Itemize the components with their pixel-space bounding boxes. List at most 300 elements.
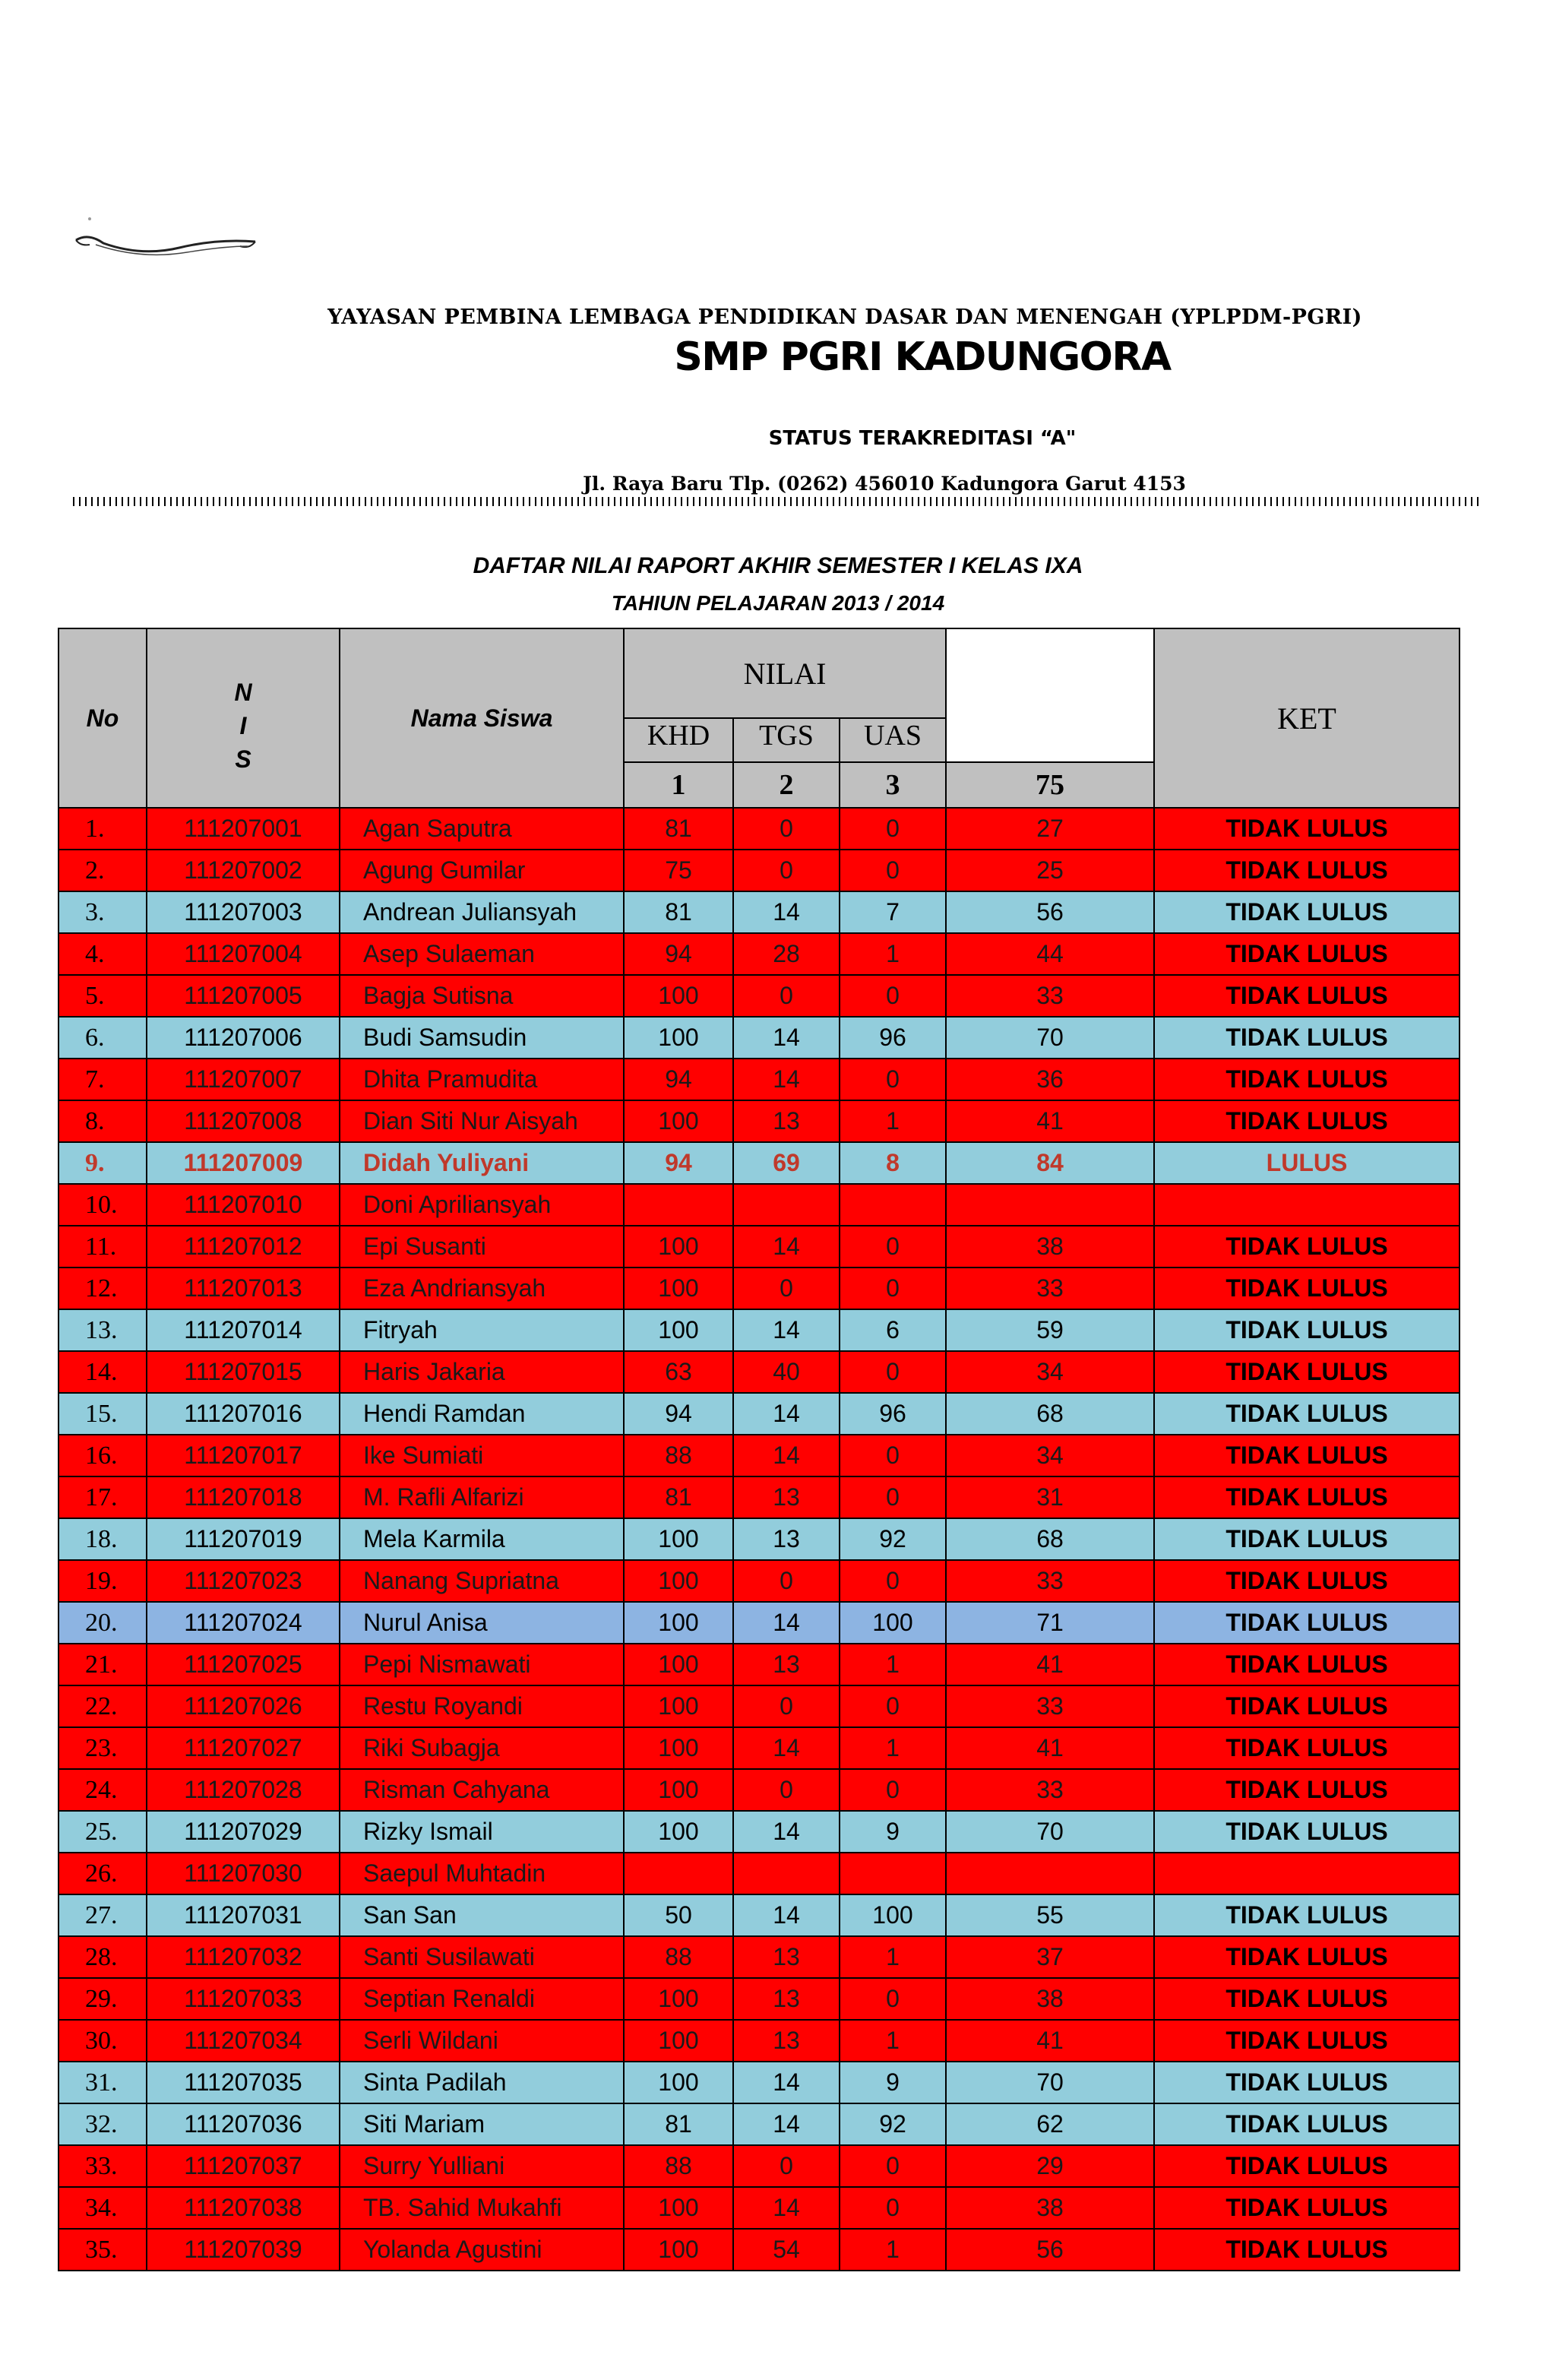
student-nis: 111207009: [147, 1142, 340, 1184]
score-average: 38: [946, 1978, 1154, 2020]
row-number: 7.: [59, 1059, 147, 1100]
score-average: 56: [946, 2229, 1154, 2271]
score-tgs: 14: [733, 1017, 840, 1059]
student-name: Restu Royandi: [340, 1685, 624, 1727]
score-average: 44: [946, 933, 1154, 975]
header-nis: N I S: [147, 628, 340, 808]
score-khd: 81: [624, 1476, 733, 1518]
student-name: Serli Wildani: [340, 2020, 624, 2062]
result-status: TIDAK LULUS: [1154, 1936, 1460, 1978]
table-row: [59, 1769, 1460, 1811]
student-nis: 111207032: [147, 1936, 340, 1978]
row-number: 15.: [59, 1393, 147, 1435]
score-uas: [840, 1184, 946, 1226]
score-uas: 0: [840, 1351, 946, 1393]
student-name: Rizky Ismail: [340, 1811, 624, 1853]
score-average: 38: [946, 1226, 1154, 1268]
school-name: SMP PGRI KADUNGORA: [674, 334, 1171, 380]
student-name: Dian Siti Nur Aisyah: [340, 1100, 624, 1142]
score-average: 27: [946, 808, 1154, 850]
score-average: 62: [946, 2103, 1154, 2145]
score-uas: 9: [840, 2062, 946, 2103]
student-name: Budi Samsudin: [340, 1017, 624, 1059]
score-uas: 0: [840, 1560, 946, 1602]
score-uas: 6: [840, 1309, 946, 1351]
score-khd: [624, 1853, 733, 1894]
student-name: Agan Saputra: [340, 808, 624, 850]
table-row: [59, 1727, 1460, 1769]
student-nis: 111207027: [147, 1727, 340, 1769]
row-number: 18.: [59, 1518, 147, 1560]
score-tgs: 13: [733, 2020, 840, 2062]
score-tgs: 0: [733, 808, 840, 850]
result-status: TIDAK LULUS: [1154, 891, 1460, 933]
grades-table-body: [59, 808, 1460, 2271]
score-khd: 100: [624, 2020, 733, 2062]
table-row: [59, 808, 1460, 850]
table-row: [59, 891, 1460, 933]
row-number: 26.: [59, 1853, 147, 1894]
score-uas: 0: [840, 1435, 946, 1476]
score-average: 38: [946, 2187, 1154, 2229]
score-tgs: 14: [733, 1059, 840, 1100]
score-khd: 100: [624, 1644, 733, 1685]
row-number: 14.: [59, 1351, 147, 1393]
score-khd: 100: [624, 1100, 733, 1142]
score-average: 25: [946, 850, 1154, 891]
row-number: 29.: [59, 1978, 147, 2020]
score-average: 37: [946, 1936, 1154, 1978]
score-khd: 100: [624, 2229, 733, 2271]
score-khd: 88: [624, 1936, 733, 1978]
result-status: TIDAK LULUS: [1154, 1894, 1460, 1936]
row-number: 9.: [59, 1142, 147, 1184]
header-ket: KET: [1154, 628, 1460, 808]
student-nis: 111207018: [147, 1476, 340, 1518]
student-name: Didah Yuliyani: [340, 1142, 624, 1184]
score-uas: 1: [840, 933, 946, 975]
student-name: Santi Susilawati: [340, 1936, 624, 1978]
result-status: TIDAK LULUS: [1154, 1309, 1460, 1351]
result-status: TIDAK LULUS: [1154, 808, 1460, 850]
table-row: [59, 2229, 1460, 2271]
student-nis: 111207038: [147, 2187, 340, 2229]
result-status: TIDAK LULUS: [1154, 1268, 1460, 1309]
result-status: TIDAK LULUS: [1154, 1811, 1460, 1853]
score-tgs: [733, 1184, 840, 1226]
result-status: TIDAK LULUS: [1154, 1602, 1460, 1644]
row-number: 13.: [59, 1309, 147, 1351]
student-name: Surry Yulliani: [340, 2145, 624, 2187]
score-uas: 0: [840, 808, 946, 850]
table-row: [59, 1100, 1460, 1142]
student-nis: 111207017: [147, 1435, 340, 1476]
table-row: [59, 1393, 1460, 1435]
score-uas: 100: [840, 1602, 946, 1644]
result-status: TIDAK LULUS: [1154, 1059, 1460, 1100]
score-tgs: 14: [733, 2187, 840, 2229]
student-nis: 111207035: [147, 2062, 340, 2103]
score-average: 70: [946, 1811, 1154, 1853]
score-average: 70: [946, 1017, 1154, 1059]
table-row: [59, 1268, 1460, 1309]
result-status: TIDAK LULUS: [1154, 2103, 1460, 2145]
student-name: Sinta Padilah: [340, 2062, 624, 2103]
student-nis: 111207034: [147, 2020, 340, 2062]
score-tgs: 13: [733, 1476, 840, 1518]
student-nis: 111207013: [147, 1268, 340, 1309]
score-khd: 100: [624, 1978, 733, 2020]
score-average: 36: [946, 1059, 1154, 1100]
row-number: 5.: [59, 975, 147, 1017]
score-average: 41: [946, 1727, 1154, 1769]
score-average: 55: [946, 1894, 1154, 1936]
header-nilai: NILAI: [624, 628, 946, 718]
student-name: Ike Sumiati: [340, 1435, 624, 1476]
result-status: TIDAK LULUS: [1154, 1476, 1460, 1518]
score-tgs: 13: [733, 1936, 840, 1978]
score-average: 84: [946, 1142, 1154, 1184]
score-average: 33: [946, 1268, 1154, 1309]
row-number: 17.: [59, 1476, 147, 1518]
header-no: No: [59, 628, 147, 808]
header-kkm: 75: [946, 762, 1154, 808]
table-row: [59, 1142, 1460, 1184]
table-row: [59, 1811, 1460, 1853]
score-average: 56: [946, 891, 1154, 933]
student-nis: 111207004: [147, 933, 340, 975]
result-status: TIDAK LULUS: [1154, 1727, 1460, 1769]
row-number: 4.: [59, 933, 147, 975]
table-row: [59, 2187, 1460, 2229]
header-col-1: 1: [624, 762, 733, 808]
row-number: 2.: [59, 850, 147, 891]
student-nis: 111207010: [147, 1184, 340, 1226]
result-status: TIDAK LULUS: [1154, 2187, 1460, 2229]
table-row: [59, 2062, 1460, 2103]
header-divider: [73, 497, 1483, 506]
score-uas: 9: [840, 1811, 946, 1853]
score-tgs: 0: [733, 1769, 840, 1811]
score-uas: 7: [840, 891, 946, 933]
score-average: [946, 1184, 1154, 1226]
table-row: [59, 1309, 1460, 1351]
student-nis: 111207002: [147, 850, 340, 891]
student-name: Nurul Anisa: [340, 1602, 624, 1644]
score-average: 41: [946, 1100, 1154, 1142]
student-nis: 111207008: [147, 1100, 340, 1142]
student-nis: 111207033: [147, 1978, 340, 2020]
table-row: [59, 1476, 1460, 1518]
result-status: TIDAK LULUS: [1154, 1518, 1460, 1560]
student-nis: 111207036: [147, 2103, 340, 2145]
student-name: Eza Andriansyah: [340, 1268, 624, 1309]
score-uas: 0: [840, 2145, 946, 2187]
row-number: 22.: [59, 1685, 147, 1727]
score-khd: 94: [624, 1059, 733, 1100]
student-name: Asep Sulaeman: [340, 933, 624, 975]
result-status: TIDAK LULUS: [1154, 975, 1460, 1017]
score-tgs: 0: [733, 1268, 840, 1309]
table-row: [59, 2145, 1460, 2187]
table-row: [59, 1351, 1460, 1393]
student-nis: 111207039: [147, 2229, 340, 2271]
score-tgs: [733, 1853, 840, 1894]
student-name: Bagja Sutisna: [340, 975, 624, 1017]
score-khd: 94: [624, 933, 733, 975]
score-khd: 94: [624, 1142, 733, 1184]
student-nis: 111207031: [147, 1894, 340, 1936]
score-khd: 75: [624, 850, 733, 891]
row-number: 3.: [59, 891, 147, 933]
score-khd: 94: [624, 1393, 733, 1435]
row-number: 6.: [59, 1017, 147, 1059]
row-number: 32.: [59, 2103, 147, 2145]
score-average: 33: [946, 975, 1154, 1017]
score-uas: 0: [840, 2187, 946, 2229]
score-average: 34: [946, 1351, 1154, 1393]
grades-table-container: [58, 628, 1460, 2271]
result-status: TIDAK LULUS: [1154, 1560, 1460, 1602]
result-status: TIDAK LULUS: [1154, 933, 1460, 975]
table-row: [59, 1894, 1460, 1936]
score-uas: 0: [840, 1059, 946, 1100]
score-tgs: 14: [733, 1435, 840, 1476]
score-khd: 100: [624, 1309, 733, 1351]
row-number: 1.: [59, 808, 147, 850]
student-name: Riki Subagja: [340, 1727, 624, 1769]
result-status: TIDAK LULUS: [1154, 1100, 1460, 1142]
score-tgs: 14: [733, 1309, 840, 1351]
student-name: Dhita Pramudita: [340, 1059, 624, 1100]
student-name: Siti Mariam: [340, 2103, 624, 2145]
score-tgs: 40: [733, 1351, 840, 1393]
header-tgs: TGS: [733, 718, 840, 762]
student-name: Haris Jakaria: [340, 1351, 624, 1393]
score-uas: 1: [840, 1936, 946, 1978]
score-khd: 88: [624, 2145, 733, 2187]
row-number: 10.: [59, 1184, 147, 1226]
score-average: 59: [946, 1309, 1154, 1351]
student-nis: 111207012: [147, 1226, 340, 1268]
score-khd: 100: [624, 1226, 733, 1268]
result-status: TIDAK LULUS: [1154, 1769, 1460, 1811]
row-number: 11.: [59, 1226, 147, 1268]
score-uas: 0: [840, 1226, 946, 1268]
score-average: 68: [946, 1393, 1154, 1435]
table-row: [59, 1853, 1460, 1894]
result-status: TIDAK LULUS: [1154, 1435, 1460, 1476]
score-khd: 100: [624, 1811, 733, 1853]
result-status: TIDAK LULUS: [1154, 1351, 1460, 1393]
student-name: Pepi Nismawati: [340, 1644, 624, 1685]
table-row: [59, 1435, 1460, 1476]
student-nis: 111207024: [147, 1602, 340, 1644]
student-name: Yolanda Agustini: [340, 2229, 624, 2271]
row-number: 31.: [59, 2062, 147, 2103]
row-number: 27.: [59, 1894, 147, 1936]
score-khd: 63: [624, 1351, 733, 1393]
score-khd: 100: [624, 1518, 733, 1560]
table-row: [59, 2020, 1460, 2062]
score-uas: 1: [840, 2020, 946, 2062]
score-tgs: 28: [733, 933, 840, 975]
student-name: Andrean Juliansyah: [340, 891, 624, 933]
student-nis: 111207037: [147, 2145, 340, 2187]
header-uas: UAS: [840, 718, 946, 762]
row-number: 20.: [59, 1602, 147, 1644]
row-number: 34.: [59, 2187, 147, 2229]
table-row: [59, 850, 1460, 891]
score-khd: 100: [624, 1602, 733, 1644]
table-row: [59, 1518, 1460, 1560]
score-tgs: 14: [733, 1811, 840, 1853]
table-row: [59, 1685, 1460, 1727]
score-average: 29: [946, 2145, 1154, 2187]
table-row: [59, 1226, 1460, 1268]
result-status: TIDAK LULUS: [1154, 1017, 1460, 1059]
score-uas: 0: [840, 1685, 946, 1727]
result-status: TIDAK LULUS: [1154, 2229, 1460, 2271]
score-average: 68: [946, 1518, 1154, 1560]
result-status: [1154, 1184, 1460, 1226]
row-number: 19.: [59, 1560, 147, 1602]
student-name: Hendi Ramdan: [340, 1393, 624, 1435]
score-average: 33: [946, 1560, 1154, 1602]
score-tgs: 14: [733, 2062, 840, 2103]
score-khd: 50: [624, 1894, 733, 1936]
score-uas: 0: [840, 1476, 946, 1518]
result-status: TIDAK LULUS: [1154, 1644, 1460, 1685]
score-uas: 0: [840, 1268, 946, 1309]
score-uas: 100: [840, 1894, 946, 1936]
student-nis: 111207030: [147, 1853, 340, 1894]
score-average: 33: [946, 1769, 1154, 1811]
result-status: TIDAK LULUS: [1154, 2145, 1460, 2187]
row-number: 24.: [59, 1769, 147, 1811]
student-nis: 111207019: [147, 1518, 340, 1560]
student-nis: 111207015: [147, 1351, 340, 1393]
header-col-2: 2: [733, 762, 840, 808]
score-khd: 100: [624, 2062, 733, 2103]
score-khd: [624, 1184, 733, 1226]
result-status: TIDAK LULUS: [1154, 1978, 1460, 2020]
student-nis: 111207006: [147, 1017, 340, 1059]
score-tgs: 13: [733, 1978, 840, 2020]
student-nis: 111207028: [147, 1769, 340, 1811]
result-status: TIDAK LULUS: [1154, 2062, 1460, 2103]
school-address: Jl. Raya Baru Tlp. (0262) 456010 Kadungora Garut 4153: [583, 473, 1186, 495]
row-number: 35.: [59, 2229, 147, 2271]
score-tgs: 14: [733, 2103, 840, 2145]
score-khd: 100: [624, 1017, 733, 1059]
student-name: Epi Susanti: [340, 1226, 624, 1268]
score-average: 70: [946, 2062, 1154, 2103]
student-name: Nanang Supriatna: [340, 1560, 624, 1602]
row-number: 25.: [59, 1811, 147, 1853]
result-status: LULUS: [1154, 1142, 1460, 1184]
table-row: [59, 1602, 1460, 1644]
score-tgs: 14: [733, 1894, 840, 1936]
result-status: TIDAK LULUS: [1154, 1393, 1460, 1435]
student-name: Fitryah: [340, 1309, 624, 1351]
student-name: San San: [340, 1894, 624, 1936]
header-average-blank: [946, 628, 1154, 762]
row-number: 21.: [59, 1644, 147, 1685]
header-name: Nama Siswa: [340, 628, 624, 808]
score-tgs: 0: [733, 850, 840, 891]
result-status: [1154, 1853, 1460, 1894]
score-uas: 96: [840, 1017, 946, 1059]
student-nis: 111207005: [147, 975, 340, 1017]
table-row: [59, 975, 1460, 1017]
student-nis: 111207001: [147, 808, 340, 850]
score-khd: 100: [624, 1268, 733, 1309]
header-khd: KHD: [624, 718, 733, 762]
score-average: [946, 1853, 1154, 1894]
table-row: [59, 1560, 1460, 1602]
table-row: [59, 2103, 1460, 2145]
score-average: 31: [946, 1476, 1154, 1518]
row-number: 28.: [59, 1936, 147, 1978]
score-uas: 92: [840, 1518, 946, 1560]
score-uas: 0: [840, 975, 946, 1017]
result-status: TIDAK LULUS: [1154, 2020, 1460, 2062]
student-name: TB. Sahid Mukahfi: [340, 2187, 624, 2229]
student-name: M. Rafli Alfarizi: [340, 1476, 624, 1518]
student-name: Doni Apriliansyah: [340, 1184, 624, 1226]
score-tgs: 14: [733, 1226, 840, 1268]
header-col-3: 3: [840, 762, 946, 808]
score-khd: 100: [624, 2187, 733, 2229]
table-row: [59, 1978, 1460, 2020]
row-number: 30.: [59, 2020, 147, 2062]
table-row: [59, 1184, 1460, 1226]
score-khd: 100: [624, 1685, 733, 1727]
score-khd: 100: [624, 1727, 733, 1769]
table-row: [59, 933, 1460, 975]
student-name: Agung Gumilar: [340, 850, 624, 891]
student-nis: 111207025: [147, 1644, 340, 1685]
score-khd: 81: [624, 2103, 733, 2145]
table-row: [59, 1017, 1460, 1059]
school-logo-ribbon: [73, 210, 263, 263]
student-name: Septian Renaldi: [340, 1978, 624, 2020]
document-title: DAFTAR NILAI RAPORT AKHIR SEMESTER I KELAS IXA: [473, 553, 1083, 578]
result-status: TIDAK LULUS: [1154, 850, 1460, 891]
score-khd: 81: [624, 891, 733, 933]
score-uas: 1: [840, 1644, 946, 1685]
academic-year: TAHIUN PELAJARAN 2013 / 2014: [611, 591, 945, 615]
organization-name: YAYASAN PEMBINA LEMBAGA PENDIDIKAN DASAR DAN MENENGAH (YPLPDM-PGRI): [327, 305, 1362, 329]
score-khd: 100: [624, 975, 733, 1017]
student-nis: 111207023: [147, 1560, 340, 1602]
score-uas: [840, 1853, 946, 1894]
table-row: [59, 1936, 1460, 1978]
score-uas: 0: [840, 850, 946, 891]
student-name: Saepul Muhtadin: [340, 1853, 624, 1894]
accreditation-status: STATUS TERAKREDITASI “A": [768, 427, 1077, 450]
score-tgs: 0: [733, 975, 840, 1017]
table-row: [59, 1644, 1460, 1685]
score-khd: 100: [624, 1769, 733, 1811]
score-tgs: 0: [733, 2145, 840, 2187]
student-nis: 111207026: [147, 1685, 340, 1727]
row-number: 12.: [59, 1268, 147, 1309]
row-number: 33.: [59, 2145, 147, 2187]
row-number: 8.: [59, 1100, 147, 1142]
student-nis: 111207016: [147, 1393, 340, 1435]
